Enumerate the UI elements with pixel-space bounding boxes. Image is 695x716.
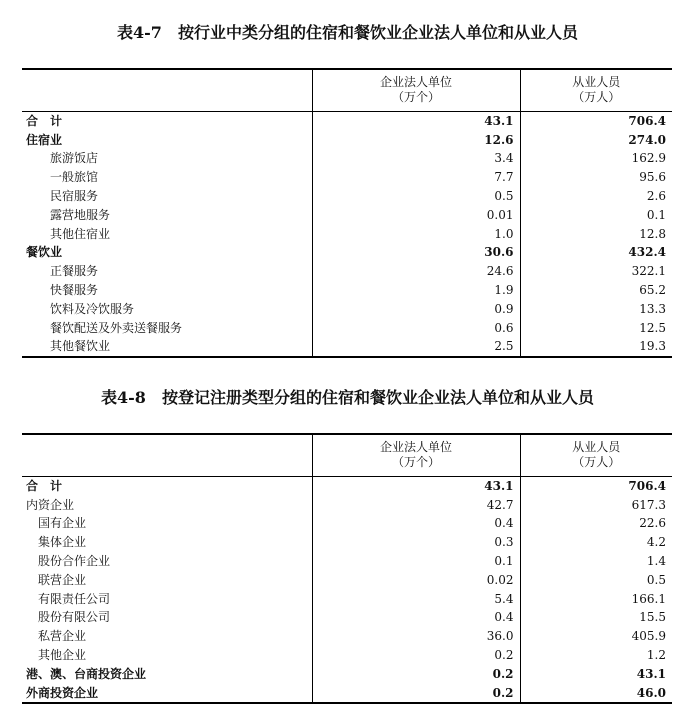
row-units: 1.0 — [312, 224, 520, 243]
row-label: 其他企业 — [38, 648, 87, 663]
row-persons: 432.4 — [628, 245, 666, 260]
row-units: 24.6 — [312, 262, 520, 281]
row-units: 0.6 — [312, 318, 520, 337]
row-units: 0.2 — [312, 683, 520, 703]
row-label: 股份有限公司 — [38, 610, 111, 625]
row-label: 国有企业 — [38, 516, 87, 531]
table-row — [22, 130, 672, 149]
row-units: 5.4 — [312, 589, 520, 608]
row-units: 12.6 — [312, 130, 520, 149]
row-label: 外商投资企业 — [22, 683, 312, 703]
row-persons: 322.1 — [631, 264, 666, 279]
row-persons: 12.8 — [639, 226, 666, 241]
table-header-row — [22, 434, 672, 476]
row-units: 42.7 — [312, 495, 520, 514]
table-row — [22, 168, 672, 187]
row-persons: 43.1 — [636, 666, 666, 681]
header-blank-cell — [22, 434, 312, 476]
row-persons: 162.9 — [631, 151, 666, 166]
table-row — [22, 111, 672, 130]
table-row — [22, 318, 672, 337]
table-4-8 — [22, 433, 672, 704]
row-units: 30.6 — [312, 243, 520, 262]
table-row — [22, 683, 672, 703]
table-header-row — [22, 69, 672, 111]
row-label: 私营企业 — [38, 629, 87, 644]
row-label: 有限责任公司 — [38, 591, 111, 606]
row-persons: 19.3 — [520, 337, 672, 357]
row-persons: 13.3 — [639, 301, 666, 316]
row-label: 住宿业 — [26, 132, 63, 147]
row-label: 快餐服务 — [50, 283, 99, 298]
header-persons-employed-unit: （万人） — [572, 90, 621, 105]
table-row — [22, 646, 672, 665]
header-enterprise-units — [312, 69, 520, 111]
table-row — [22, 514, 672, 533]
row-persons: 166.1 — [631, 591, 666, 606]
row-label: 合 计 — [26, 113, 63, 128]
row-units: 0.02 — [312, 570, 520, 589]
row-persons: 4.2 — [646, 535, 666, 550]
header-persons-employed-label: 从业人员 — [572, 440, 621, 455]
header-enterprise-units-label: 企业法人单位 — [379, 440, 452, 455]
row-persons: 617.3 — [631, 497, 666, 512]
row-units: 0.01 — [312, 205, 520, 224]
row-persons: 405.9 — [631, 629, 666, 644]
row-persons: 706.4 — [628, 113, 666, 128]
row-persons: 15.5 — [639, 610, 666, 625]
row-units: 43.1 — [312, 476, 520, 495]
header-enterprise-units-unit: （万个） — [391, 455, 440, 470]
row-units: 0.3 — [312, 533, 520, 552]
row-persons: 0.1 — [646, 207, 666, 222]
row-label: 餐饮配送及外卖送餐服务 — [50, 320, 183, 335]
header-blank-cell — [22, 69, 312, 111]
row-persons: 1.2 — [646, 648, 666, 663]
row-persons: 22.6 — [639, 516, 666, 531]
row-units: 0.2 — [312, 646, 520, 665]
row-label: 港、澳、台商投资企业 — [26, 666, 147, 681]
row-persons: 46.0 — [520, 683, 672, 703]
row-label: 联营企业 — [38, 572, 87, 587]
row-persons: 0.5 — [646, 572, 666, 587]
row-label: 饮料及冷饮服务 — [50, 301, 135, 316]
row-units: 1.9 — [312, 281, 520, 300]
table-row — [22, 243, 672, 262]
row-label: 集体企业 — [38, 535, 87, 550]
row-units: 0.4 — [312, 514, 520, 533]
header-persons-employed — [520, 69, 672, 111]
row-units: 0.4 — [312, 608, 520, 627]
table-row — [22, 262, 672, 281]
row-label: 一般旅馆 — [50, 170, 99, 185]
row-units: 36.0 — [312, 627, 520, 646]
row-units: 2.5 — [312, 337, 520, 357]
table-row — [22, 627, 672, 646]
table-row — [22, 224, 672, 243]
row-persons: 274.0 — [628, 132, 666, 147]
row-persons: 95.6 — [639, 170, 666, 185]
table-row — [22, 337, 672, 357]
row-persons: 2.6 — [646, 189, 666, 204]
row-units: 7.7 — [312, 168, 520, 187]
table-row — [22, 281, 672, 300]
row-label: 民宿服务 — [50, 189, 99, 204]
table-row — [22, 495, 672, 514]
row-units: 0.2 — [312, 664, 520, 683]
row-persons: 706.4 — [628, 478, 666, 493]
row-units: 0.5 — [312, 187, 520, 206]
header-persons-employed-unit: （万人） — [572, 455, 621, 470]
row-persons: 65.2 — [639, 283, 666, 298]
row-units: 3.4 — [312, 149, 520, 168]
row-label: 合 计 — [26, 478, 63, 493]
row-label: 旅游饭店 — [50, 151, 99, 166]
row-label: 正餐服务 — [50, 264, 99, 279]
row-units: 0.1 — [312, 552, 520, 571]
table-4-7 — [22, 68, 672, 358]
header-persons-employed — [520, 434, 672, 476]
row-label: 露营地服务 — [50, 207, 111, 222]
table-row — [22, 589, 672, 608]
row-label: 其他住宿业 — [50, 226, 111, 241]
table-4-7-title: 表4-7 按行业中类分组的住宿和餐饮业企业法人单位和从业人员 — [117, 23, 578, 42]
table-row — [22, 552, 672, 571]
row-persons: 12.5 — [639, 320, 666, 335]
table-row — [22, 299, 672, 318]
row-persons: 1.4 — [646, 554, 666, 569]
row-units: 0.9 — [312, 299, 520, 318]
table-row — [22, 187, 672, 206]
row-label: 股份合作企业 — [38, 554, 111, 569]
table-row — [22, 149, 672, 168]
table-row — [22, 476, 672, 495]
header-enterprise-units — [312, 434, 520, 476]
table-row — [22, 664, 672, 683]
header-persons-employed-label: 从业人员 — [572, 75, 621, 90]
row-label: 其他餐饮业 — [22, 337, 312, 357]
header-enterprise-units-label: 企业法人单位 — [379, 75, 452, 90]
header-enterprise-units-unit: （万个） — [391, 90, 440, 105]
table-row — [22, 205, 672, 224]
row-label: 餐饮业 — [26, 245, 63, 260]
row-units: 43.1 — [312, 111, 520, 130]
row-label: 内资企业 — [26, 497, 75, 512]
table-row — [22, 533, 672, 552]
table-row — [22, 570, 672, 589]
table-4-8-title: 表4-8 按登记注册类型分组的住宿和餐饮业企业法人单位和从业人员 — [101, 388, 594, 407]
table-row — [22, 608, 672, 627]
